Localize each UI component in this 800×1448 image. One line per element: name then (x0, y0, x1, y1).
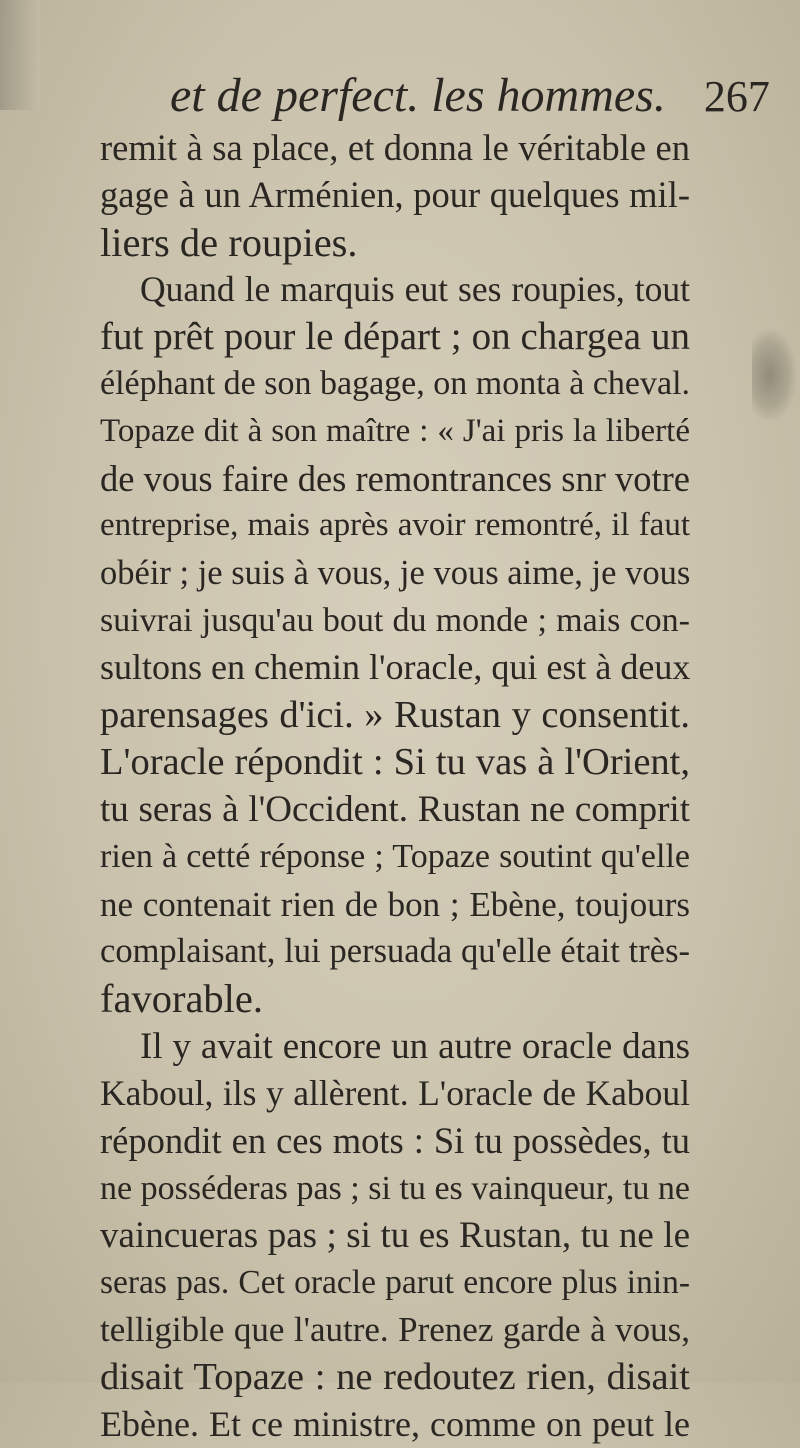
text-line: Quand le marquis eut ses roupies, tout (140, 268, 690, 309)
running-header (170, 68, 770, 124)
text-line: obéir ; je suis à vous, je vous aime, je vous (100, 553, 691, 592)
page-number: 267 (703, 72, 770, 121)
text-line: liers de roupies. (100, 219, 358, 265)
text-line: Ebène. Et ce ministre, comme on peut le (100, 1404, 690, 1445)
text-line: tu seras à l'Occident. Rustan ne comprit (100, 789, 690, 831)
text-line: éléphant de son bagage, on monta à cheval. (100, 365, 691, 403)
text-line: telligible que l'autre. Prenez garde à vous, (100, 1310, 690, 1350)
paper-stain (752, 330, 796, 420)
text-line: L'oracle répondit : Si tu vas à l'Orient, (100, 740, 690, 783)
text-line: vaincueras pas ; si tu es Rustan, tu ne le (100, 1214, 690, 1256)
text-line: parensages d'ici. » Rustan y consentit. (100, 693, 690, 736)
text-line: seras pas. Cet oracle parut encore plus inin- (100, 1264, 690, 1302)
text-line: ne posséderas pas ; si tu es vainqueur, tu ne (100, 1169, 690, 1207)
text-line: suivrai jusqu'au bout du monde ; mais con- (100, 601, 690, 639)
running-title: et de perfect. les hommes. (170, 69, 666, 122)
text-line: fut prêt pour le départ ; on chargea un (100, 315, 690, 359)
page-edge-shadow (0, 0, 40, 110)
text-line: répondit en ces mots : Si tu possèdes, tu (100, 1120, 690, 1162)
text-line: disait Topaze : ne redoutez rien, disait (100, 1355, 690, 1398)
text-line: Il y avait encore un autre oracle dans (140, 1025, 690, 1067)
text-line: ne contenait rien de bon ; Ebène, toujours (100, 884, 690, 924)
text-line: entreprise, mais après avoir remontré, il faut (100, 507, 690, 544)
body-text (100, 124, 690, 1448)
text-line: de vous faire des remontrances snr votre (100, 458, 690, 500)
text-line: Kaboul, ils y allèrent. L'oracle de Kaboul (100, 1072, 690, 1113)
text-line: remit à sa place, et donna le véritable en (100, 127, 690, 168)
text-line: gage à un Arménien, pour quelques mil- (100, 174, 690, 216)
text-line: rien à cetté réponse ; Topaze soutint qu'elle (100, 838, 690, 876)
text-line: Topaze dit à son maître : « J'ai pris la liberté (100, 412, 690, 449)
text-line: sultons en chemin l'oracle, qui est à deux (100, 647, 691, 688)
text-line: favorable. (100, 976, 264, 1022)
text-line: complaisant, lui persuada qu'elle était très- (100, 932, 690, 971)
